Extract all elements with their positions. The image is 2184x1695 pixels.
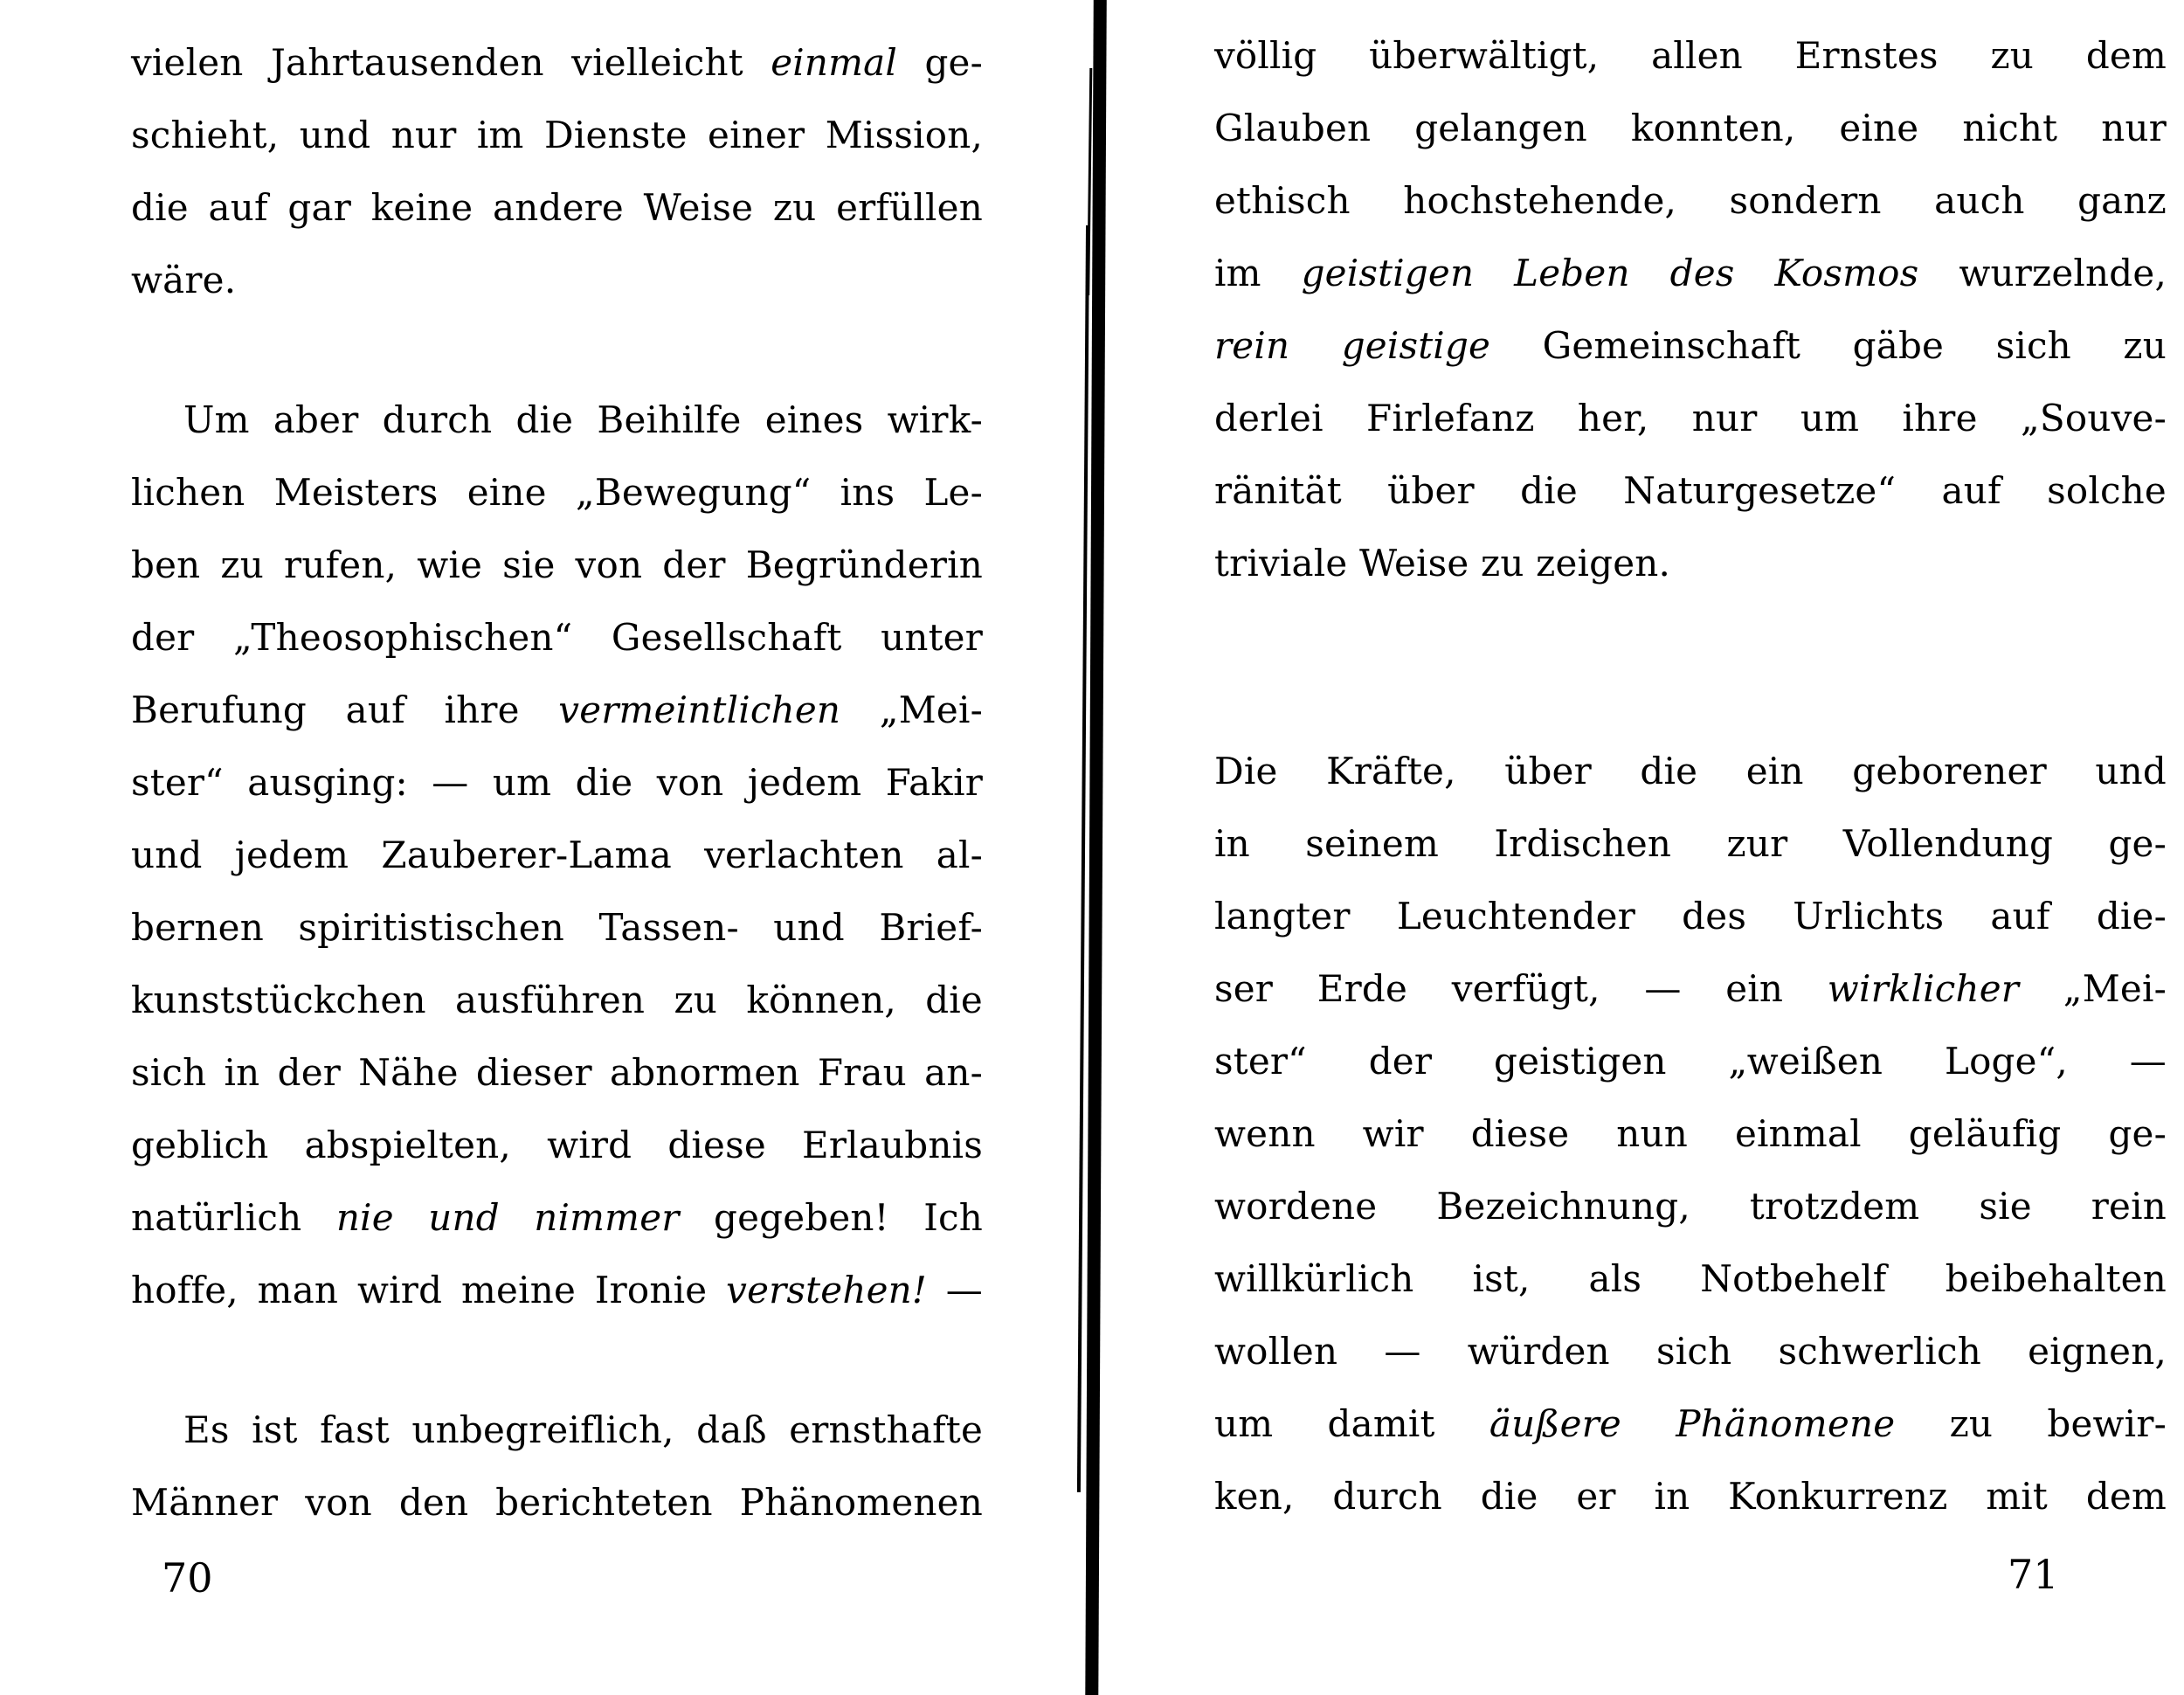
text-segment: ken, durch die er in Konkurrenz mit dem xyxy=(1214,1475,2167,1518)
text-segment: ster“ ausging: — um die von jedem Fakir xyxy=(131,761,983,804)
text-line xyxy=(131,1394,983,1466)
text-line xyxy=(131,244,983,316)
book-gutter-line xyxy=(1085,0,1107,1695)
text-segment: und jedem Zauberer-Lama verlachten al- xyxy=(131,834,983,876)
text-line xyxy=(131,1466,983,1539)
text-segment: wenn wir diese nun einmal geläufig ge- xyxy=(1214,1112,2167,1155)
text-line xyxy=(131,964,983,1036)
text-line xyxy=(1214,1315,2167,1387)
text-segment: „Mei- xyxy=(840,688,983,731)
text-segment: natürlich xyxy=(131,1196,336,1239)
text-line xyxy=(131,891,983,964)
text-segment: Um aber durch die Beihilfe eines wirk- xyxy=(183,398,983,441)
left-page-text xyxy=(131,26,983,1539)
text-segment: wordene Bezeichnung, trotzdem sie rein xyxy=(1214,1185,2167,1228)
text-segment: willkürlich ist, als Notbehelf beibehalten xyxy=(1214,1257,2167,1300)
text-segment: ster“ der geistigen „weißen Loge“, — xyxy=(1214,1040,2167,1083)
text-line xyxy=(131,99,983,171)
paragraph xyxy=(131,26,983,316)
text-segment: rein geistige xyxy=(1214,324,1491,367)
text-line xyxy=(1214,527,2167,599)
paragraph xyxy=(1214,19,2167,599)
text-line xyxy=(131,674,983,746)
paragraph xyxy=(1214,735,2167,1532)
text-segment: im xyxy=(1214,252,1302,294)
text-segment: hoffe, man wird meine Ironie xyxy=(131,1269,727,1311)
text-segment: ränität über die Naturgesetze“ auf solche xyxy=(1214,469,2167,512)
text-line xyxy=(1214,1097,2167,1170)
text-segment: verstehen! xyxy=(726,1269,927,1311)
text-segment: geistigen Leben des Kosmos xyxy=(1301,252,1919,294)
text-segment: geblich abspielten, wird diese Erlaubnis xyxy=(131,1124,983,1166)
text-line xyxy=(1214,880,2167,952)
text-line xyxy=(131,171,983,244)
text-segment: Männer von den berichteten Phänomenen xyxy=(131,1481,983,1524)
text-segment: lichen Meisters eine „Bewegung“ ins Le- xyxy=(131,471,983,514)
text-segment: vermeintlichen xyxy=(558,688,841,731)
text-line xyxy=(1214,1387,2167,1460)
text-segment: wollen — würden sich schwerlich eignen, xyxy=(1214,1330,2167,1373)
text-line xyxy=(131,819,983,891)
text-segment: ethisch hochstehende, sondern auch ganz xyxy=(1214,179,2167,222)
text-line xyxy=(1214,1170,2167,1242)
text-segment: wirklicher xyxy=(1827,967,2020,1010)
text-segment: um damit xyxy=(1214,1402,1489,1445)
text-segment: vielen Jahrtausenden vielleicht xyxy=(131,41,771,84)
text-line xyxy=(1214,1242,2167,1315)
text-segment: Glauben gelangen konnten, eine nicht nur xyxy=(1214,107,2167,149)
text-segment: die auf gar keine andere Weise zu erfüllen xyxy=(131,186,983,229)
text-line xyxy=(1214,952,2167,1025)
text-segment: langter Leuchtender des Urlichts auf die- xyxy=(1214,895,2167,937)
text-line xyxy=(1214,1460,2167,1532)
text-segment: Die Kräfte, über die ein geborener und xyxy=(1214,750,2167,792)
text-line xyxy=(131,1036,983,1109)
text-line xyxy=(1214,19,2167,92)
text-line xyxy=(1214,92,2167,164)
text-segment: völlig überwältigt, allen Ernstes zu dem xyxy=(1214,34,2167,77)
text-line xyxy=(131,1181,983,1254)
text-segment: ge- xyxy=(897,41,983,84)
paragraph xyxy=(131,1394,983,1539)
text-segment: nie und nimmer xyxy=(335,1196,680,1239)
text-line xyxy=(131,456,983,529)
text-segment: sich in der Nähe dieser abnormen Frau an- xyxy=(131,1051,983,1094)
text-segment: in seinem Irdischen zur Vollendung ge- xyxy=(1214,822,2167,865)
right-page-text xyxy=(1214,19,2167,1532)
text-line xyxy=(1214,807,2167,880)
text-line xyxy=(1214,382,2167,454)
page-number-left: 70 xyxy=(162,1554,213,1602)
text-line xyxy=(131,529,983,601)
text-segment: einmal xyxy=(771,41,898,84)
text-line xyxy=(131,1109,983,1181)
text-segment: „Mei- xyxy=(2019,967,2167,1010)
text-line xyxy=(131,1254,983,1326)
text-line xyxy=(131,384,983,456)
text-segment: wäre. xyxy=(131,259,237,301)
text-segment: wurzelnde, xyxy=(1918,252,2167,294)
text-segment: zu bewir- xyxy=(1895,1402,2167,1445)
text-line xyxy=(131,601,983,674)
text-line xyxy=(1214,735,2167,807)
text-segment: ben zu rufen, wie sie von der Begründerin xyxy=(131,543,983,586)
text-segment: äußere Phänomene xyxy=(1489,1402,1896,1445)
text-segment: gegeben! Ich xyxy=(679,1196,983,1239)
text-line xyxy=(1214,237,2167,309)
text-segment: der „Theosophischen“ Gesellschaft unter xyxy=(131,616,983,659)
paragraph xyxy=(131,384,983,1326)
text-segment: kunststückchen ausführen zu können, die xyxy=(131,979,983,1021)
text-segment: ser Erde verfügt, — ein xyxy=(1214,967,1828,1010)
text-segment: bernen spiritistischen Tassen- und Brief- xyxy=(131,906,983,949)
text-line xyxy=(1214,1025,2167,1097)
text-segment: Es ist fast unbegreiflich, daß ernsthafte xyxy=(183,1408,983,1451)
text-segment: triviale Weise zu zeigen. xyxy=(1214,542,1671,585)
text-segment: Gemeinschaft gäbe sich zu xyxy=(1490,324,2167,367)
text-segment: derlei Firlefanz her, nur um ihre „Souve- xyxy=(1214,397,2167,439)
text-line xyxy=(1214,309,2167,382)
text-line xyxy=(1214,164,2167,237)
text-line xyxy=(131,26,983,99)
text-segment: schieht, und nur im Dienste einer Mission, xyxy=(131,114,983,156)
text-line xyxy=(1214,454,2167,527)
text-segment: — xyxy=(926,1269,983,1311)
text-line xyxy=(131,746,983,819)
page-number-right: 71 xyxy=(2008,1551,2059,1598)
text-segment: Berufung auf ihre xyxy=(131,688,559,731)
